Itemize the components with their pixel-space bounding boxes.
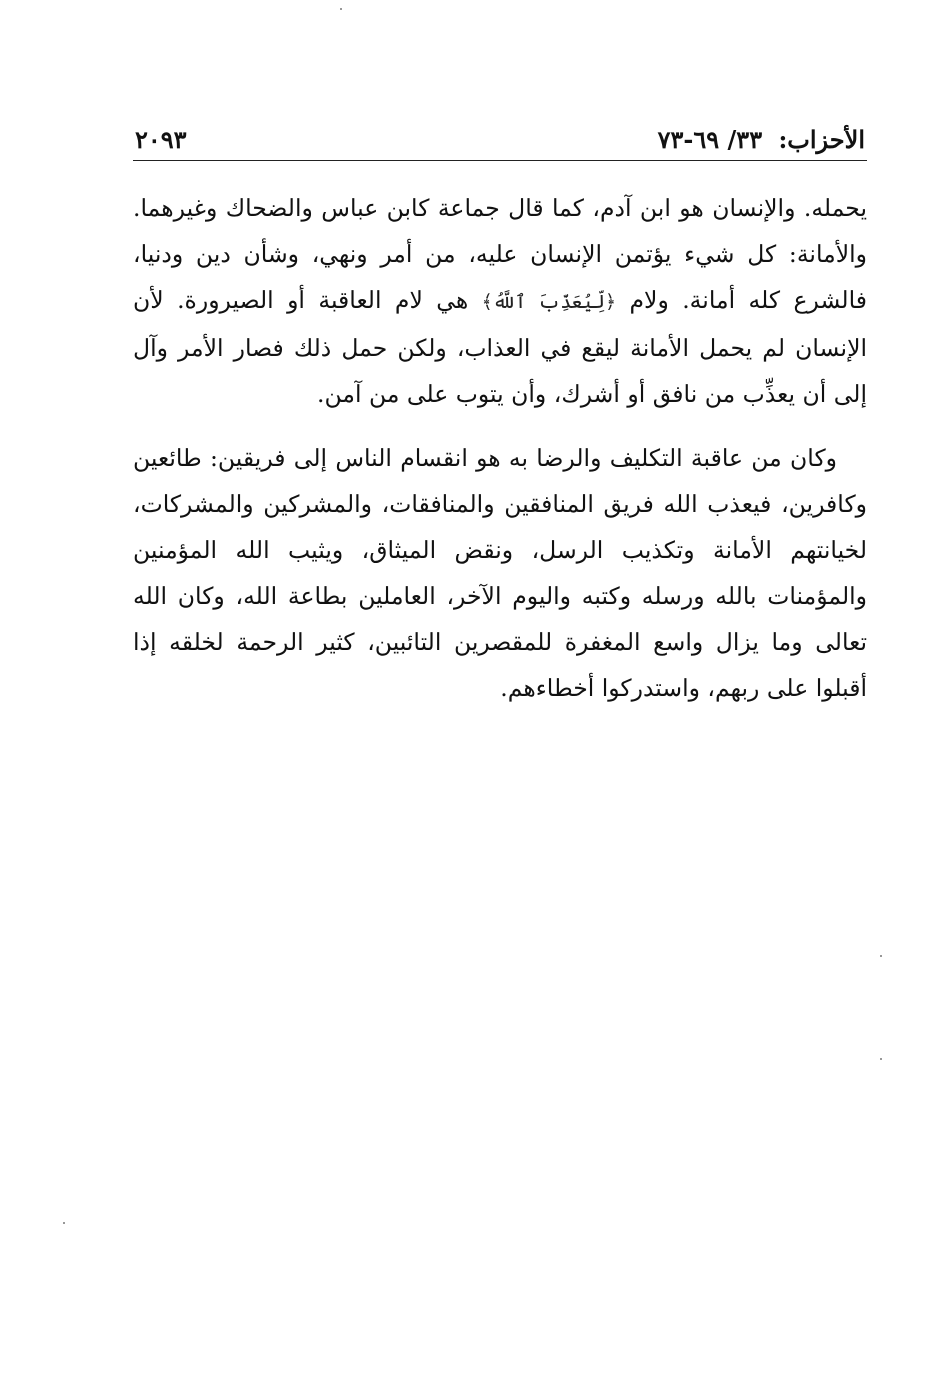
- paragraph-1-text-before: يحمله. والإنسان هو ابن آدم، كما قال جماعة كابن عباس والضحاك وغيرهما. والأمانة: كل شيء يؤتمن الإنسان عليه، من أمر ونهي، وشأن دين ودنيا، فالشرع كله أمانة. ولام: [133, 194, 867, 314]
- sura-name: الأحزاب:: [778, 125, 865, 154]
- page-body: [133, 185, 867, 711]
- running-title: [658, 125, 865, 154]
- paragraph-1-text-after: هي لام العاقبة أو الصيرورة. لأن الإنسان لم يحمل الأمانة ليقع في العذاب، ولكن حمل ذلك فصار الأمر وآل إلى أن يعذِّب من نافق أو أشرك، وأن يتوب على من آمن.: [133, 286, 867, 408]
- book-page: [133, 110, 867, 711]
- page-number: ٢٠٩٣: [135, 125, 187, 154]
- paragraph-1: [133, 185, 867, 417]
- quran-quote: ﴿لِّيُعَذِّبَ ٱللَّهُ﴾: [481, 291, 617, 313]
- paragraph-2: وكان من عاقبة التكليف والرضا به هو انقسام الناس إلى فريقين: طائعين وكافرين، فيعذب الله فريق المنافقين والمنافقات، والمشركين والمشركات، لخيانتهم الأمانة وتكذيب الرسل، ونقض الميثاق، ويثيب الله المؤمنين والمؤمنات بالله ورسله وكتبه واليوم الآخر، العاملين بطاعة الله، وكان الله تعالى وما يزال واسع المغفرة للمقصرين التائبين، كثير الرحمة لخلقه إذا أقبلوا على ربهم، واستدركوا أخطاءهم.: [133, 444, 867, 702]
- page-header: [133, 110, 867, 161]
- verse-reference: ٣٣/ ٦٩-٧٣: [657, 125, 763, 154]
